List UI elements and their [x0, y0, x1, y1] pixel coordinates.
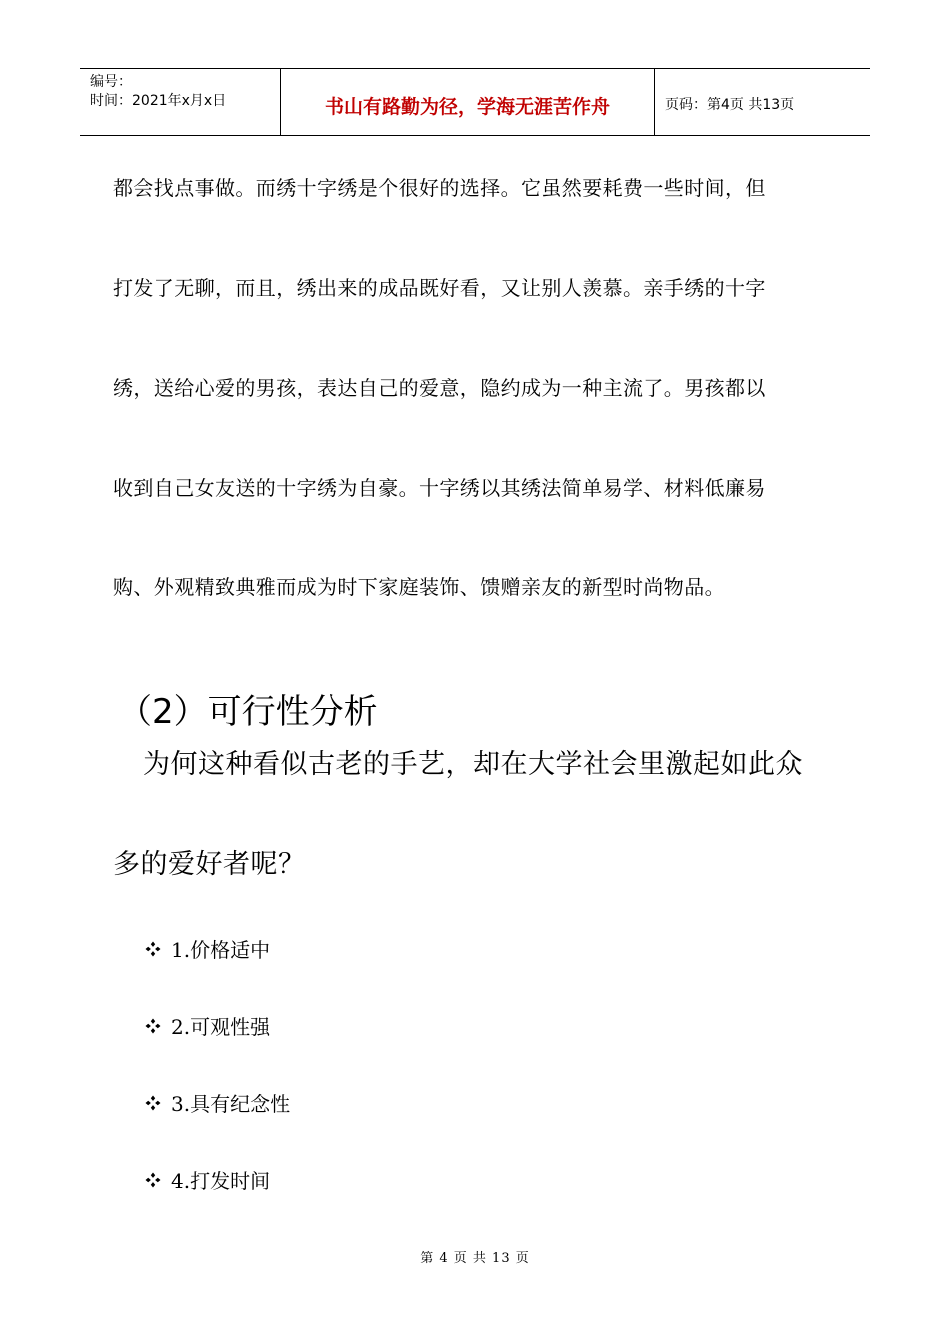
document-header: [80, 68, 870, 136]
bullet-text: 4.打发时间: [171, 1169, 271, 1193]
header-meta-cell: [80, 69, 281, 135]
paragraph-line: 打发了无聊，而且，绣出来的成品既好看，又让别人羡慕。亲手绣的十字: [113, 276, 766, 300]
diamond-bullet-icon: [145, 1172, 161, 1188]
document-time-label: 时间：2021年x月x日: [90, 93, 227, 109]
list-item: [145, 1165, 270, 1194]
bullet-text: 3.具有纪念性: [171, 1092, 291, 1116]
bullet-text: 2.可观性强: [171, 1015, 271, 1039]
paragraph-line: 收到自己女友送的十字绣为自豪。十字绣以其绣法简单易学、材料低廉易: [113, 476, 766, 500]
paragraph-line: 购、外观精致典雅而成为时下家庭装饰、馈赠亲友的新型时尚物品。: [113, 575, 725, 599]
diamond-bullet-icon: [145, 1018, 161, 1034]
list-item: [145, 934, 270, 963]
section-heading: （2）可行性分析: [118, 692, 378, 732]
diamond-bullet-icon: [145, 941, 161, 957]
page-footer: 第 4 页 共 13 页: [420, 1251, 530, 1266]
question-line: 为何这种看似古老的手艺，却在大学社会里激起如此众: [143, 749, 803, 780]
header-page-cell: [655, 69, 870, 135]
diamond-bullet-icon: [145, 1095, 161, 1111]
header-motto-cell: [281, 69, 655, 135]
paragraph-line: 绣，送给心爱的男孩，表达自己的爱意，隐约成为一种主流了。男孩都以: [113, 376, 766, 400]
list-item: [145, 1011, 270, 1040]
list-item: [145, 1088, 290, 1117]
bullet-text: 1.价格适中: [171, 938, 271, 962]
header-page-number: 页码：第4页 共13页: [665, 97, 795, 113]
document-number-label: 编号：: [90, 74, 132, 90]
question-line: 多的爱好者呢？: [113, 849, 306, 880]
header-motto: 书山有路勤为径，学海无涯苦作舟: [324, 95, 610, 118]
paragraph-line: 都会找点事做。而绣十字绣是个很好的选择。它虽然要耗费一些时间，但: [113, 176, 766, 200]
